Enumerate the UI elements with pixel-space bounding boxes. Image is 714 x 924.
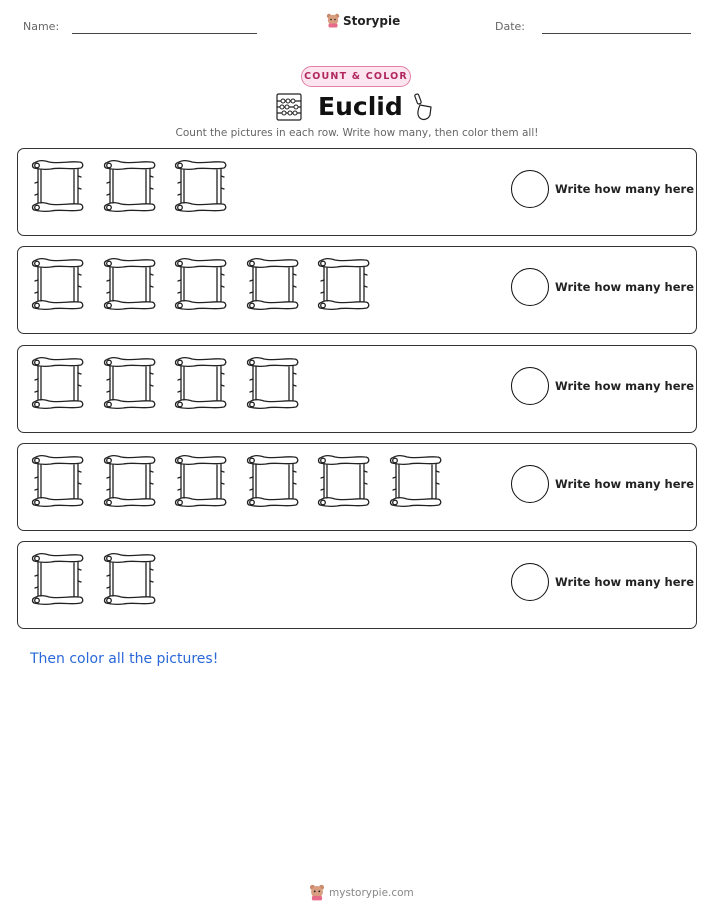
site-url: mystorypie.com: [329, 886, 414, 899]
count-row: [17, 443, 697, 531]
scroll-icon: [103, 453, 157, 509]
answer-circle[interactable]: [511, 170, 549, 208]
bear-icon: [309, 884, 325, 901]
scroll-icon: [103, 355, 157, 411]
scroll-icon: [31, 453, 85, 509]
scroll-icon: [317, 453, 371, 509]
page-title: Euclid: [318, 92, 403, 121]
count-row: [17, 148, 697, 236]
scroll-icon: [31, 355, 85, 411]
answer-prompt: Write how many here: [555, 476, 694, 491]
scroll-icon: [174, 453, 228, 509]
bear-icon: [326, 13, 340, 28]
answer-prompt: Write how many here: [555, 575, 694, 590]
count-row: [17, 541, 697, 629]
scroll-icon: [246, 256, 300, 312]
scroll-icon: [174, 158, 228, 214]
storypie-logo: [326, 13, 400, 28]
scroll-icon: [31, 256, 85, 312]
scroll-icon: [103, 158, 157, 214]
scroll-icon: [246, 453, 300, 509]
name-label: Name:: [23, 20, 60, 33]
date-line[interactable]: [542, 33, 691, 34]
scroll-icon: [246, 355, 300, 411]
scroll-icon: [103, 256, 157, 312]
count-color-badge: COUNT & COLOR: [301, 66, 411, 87]
count-row: [17, 345, 697, 433]
date-label: Date:: [495, 20, 525, 33]
scroll-icon: [174, 355, 228, 411]
scroll-icon: [31, 158, 85, 214]
answer-prompt: Write how many here: [555, 280, 694, 295]
instructions: Count the pictures in each row. Write how many, then color them all!: [175, 127, 539, 139]
scroll-icon: [174, 256, 228, 312]
answer-circle[interactable]: [511, 563, 549, 601]
scroll-icon: [317, 256, 371, 312]
footer-note: Then color all the pictures!: [30, 651, 219, 667]
brand-name: Storypie: [343, 13, 401, 28]
trowel-icon: [413, 93, 435, 122]
answer-circle[interactable]: [511, 268, 549, 306]
answer-prompt: Write how many here: [555, 378, 694, 393]
scroll-icon: [389, 453, 443, 509]
abacus-icon: [274, 92, 304, 122]
count-row: [17, 246, 697, 334]
answer-prompt: Write how many here: [555, 182, 694, 196]
scroll-icon: [31, 551, 85, 607]
scroll-icon: [103, 551, 157, 607]
name-line[interactable]: [72, 33, 257, 34]
site-footer: [309, 884, 414, 901]
answer-circle[interactable]: [511, 367, 549, 405]
answer-circle[interactable]: [511, 465, 549, 503]
